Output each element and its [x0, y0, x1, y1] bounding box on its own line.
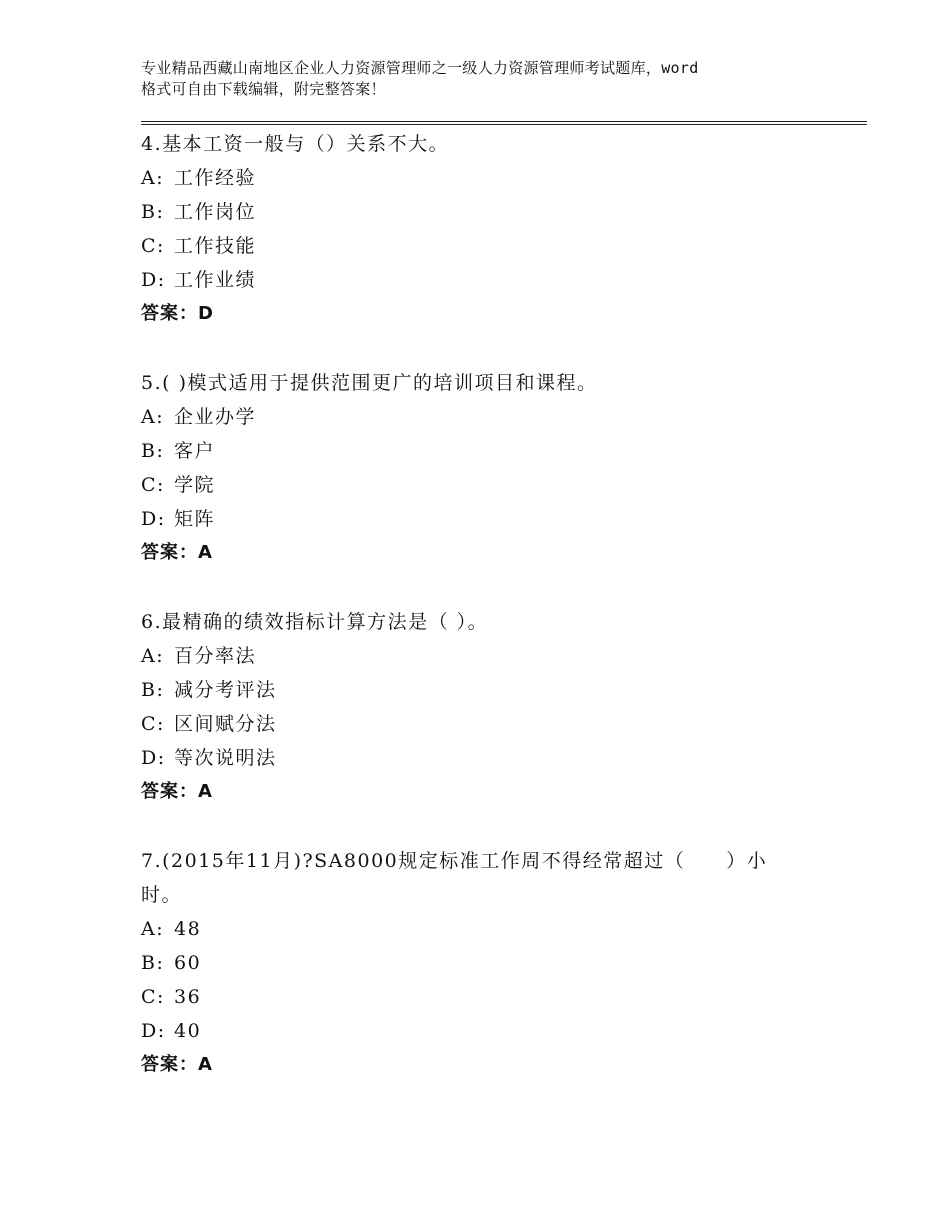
- question-5: [141, 366, 801, 570]
- option-text: 区间赋分法: [174, 713, 277, 735]
- answer-label: 答案：A: [141, 781, 213, 802]
- option-key: A:: [141, 918, 165, 940]
- question-stem: 5.( )模式适用于提供范围更广的培训项目和课程。: [141, 372, 598, 394]
- option-b: [141, 434, 801, 468]
- header-title-line-1: 专业精品西藏山南地区企业人力资源管理师之一级人力资源管理师考试题库，word: [141, 59, 699, 77]
- option-key: C:: [141, 235, 165, 257]
- option-d: [141, 263, 801, 297]
- option-text: 矩阵: [174, 508, 216, 530]
- option-b: [141, 946, 801, 980]
- option-d: [141, 1014, 801, 1048]
- header-divider-top: [141, 121, 867, 122]
- option-key: B:: [141, 952, 165, 974]
- option-text: 企业办学: [174, 406, 257, 428]
- option-key: D:: [141, 269, 166, 291]
- option-key: B:: [141, 201, 165, 223]
- option-a: [141, 912, 801, 946]
- option-a: [141, 639, 801, 673]
- option-key: A:: [141, 645, 165, 667]
- option-key: A:: [141, 406, 165, 428]
- option-text: 减分考评法: [174, 679, 277, 701]
- option-key: C:: [141, 474, 165, 496]
- answer-label: 答案：A: [141, 542, 213, 563]
- option-key: A:: [141, 167, 165, 189]
- answer-label: 答案：A: [141, 1054, 213, 1075]
- option-c: [141, 468, 801, 502]
- option-a: [141, 400, 801, 434]
- header-divider-bottom: [141, 124, 867, 125]
- answer-label: 答案：D: [141, 303, 214, 324]
- option-d: [141, 502, 801, 536]
- option-key: B:: [141, 679, 165, 701]
- option-a: [141, 161, 801, 195]
- option-c: [141, 980, 801, 1014]
- option-key: C:: [141, 986, 165, 1008]
- option-text: 40: [174, 1020, 202, 1042]
- question-6: [141, 605, 801, 809]
- option-text: 工作业绩: [174, 269, 257, 291]
- header-title-line-2: 格式可自由下载编辑，附完整答案！: [141, 80, 386, 98]
- question-stem: 7.(2015年11月)?SA8000规定标准工作周不得经常超过（ ）小时。: [141, 850, 768, 906]
- option-b: [141, 673, 801, 707]
- option-text: 学院: [174, 474, 216, 496]
- option-b: [141, 195, 801, 229]
- question-stem: 6.最精确的绩效指标计算方法是（ ）。: [141, 611, 489, 633]
- option-text: 工作经验: [174, 167, 257, 189]
- option-key: B:: [141, 440, 165, 462]
- option-text: 客户: [174, 440, 216, 462]
- option-c: [141, 229, 801, 263]
- document-header: [141, 58, 831, 100]
- option-key: C:: [141, 713, 165, 735]
- option-text: 等次说明法: [174, 747, 277, 769]
- question-4: [141, 127, 801, 331]
- option-key: D:: [141, 508, 166, 530]
- option-text: 工作技能: [174, 235, 257, 257]
- question-7: [141, 844, 801, 1082]
- option-text: 48: [174, 918, 202, 940]
- option-c: [141, 707, 801, 741]
- option-text: 工作岗位: [174, 201, 257, 223]
- option-text: 百分率法: [174, 645, 257, 667]
- option-text: 60: [174, 952, 202, 974]
- option-key: D:: [141, 747, 166, 769]
- option-key: D:: [141, 1020, 166, 1042]
- question-stem: 4.基本工资一般与（）关系不大。: [141, 133, 450, 155]
- option-d: [141, 741, 801, 775]
- option-text: 36: [174, 986, 202, 1008]
